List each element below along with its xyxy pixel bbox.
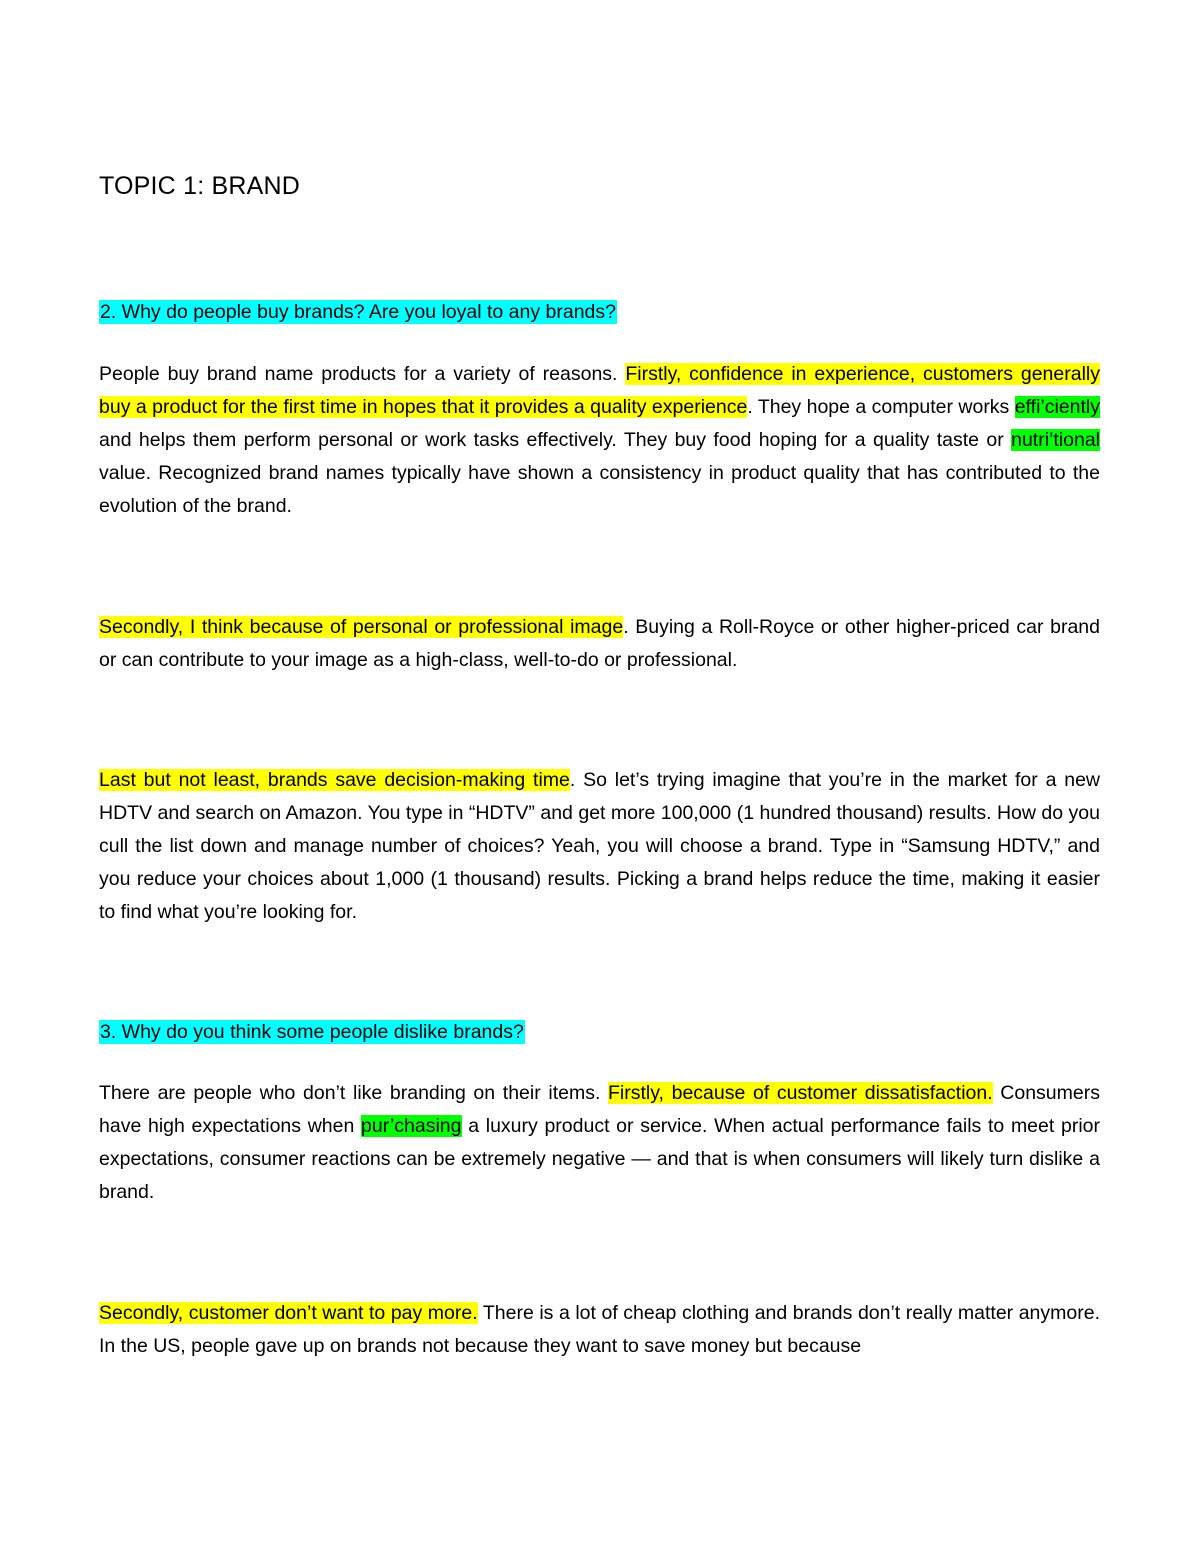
question-3	[99, 1018, 525, 1046]
highlighted-word: pur’chasing	[361, 1115, 462, 1137]
question-2	[99, 298, 617, 326]
text-run: value. Recognized brand names typically have shown a consistency in product quality that has contributed to the evolution of the brand.	[99, 462, 1100, 517]
text-run: There are people who don’t like branding on their items.	[99, 1082, 609, 1104]
text-run: People buy brand name products for a variety of reasons.	[99, 363, 626, 385]
answer-3-paragraph-1	[99, 1077, 1100, 1209]
answer-2-paragraph-3	[99, 764, 1100, 929]
highlighted-word: nutri’tional	[1011, 429, 1100, 451]
question-3-text: 3. Why do you think some people dislike brands?	[100, 1021, 524, 1043]
highlighted-phrase: Firstly, confidence in experience, customers generally buy a product for the first time in hopes that it provides a quality experience	[99, 363, 1100, 418]
text-run: Consumers have high expectations when	[99, 1082, 1100, 1137]
highlighted-phrase: Last but not least, brands save decision-making time	[99, 769, 570, 791]
text-run: . So let’s trying imagine that you’re in the market for a new HDTV and search on Amazon. You type in “HDTV” and get more 100,000 (1 hundred thousand) results. How do you cull the list down and manage number of choices? Yeah, you will choose a brand. Type in “Samsung HDTV,” and you reduce your choices about 1,000 (1 thousand) results. Picking a brand helps reduce the time, making it easier to find what you’re looking for.	[99, 769, 1101, 923]
question-2-text: 2. Why do people buy brands? Are you loyal to any brands?	[100, 301, 616, 323]
text-run: There is a lot of cheap clothing and brands don’t really matter anymore. In the US, people gave up on brands not because they want to save money but because	[99, 1302, 1100, 1357]
page-title: TOPIC 1: BRAND	[99, 172, 300, 200]
highlighted-phrase: Firstly, because of customer dissatisfaction.	[608, 1082, 993, 1104]
text-run: and helps them perform personal or work tasks effectively. They buy food hoping for a quality taste or	[99, 429, 1012, 451]
highlighted-word: effi’ciently	[1014, 396, 1101, 418]
text-run: a luxury product or service. When actual performance fails to meet prior expectations, consumer reactions can be extremely negative — and that is when consumers will likely turn dislike a brand.	[99, 1115, 1100, 1203]
text-run: . They hope a computer works	[747, 396, 1015, 418]
text-run: . Buying a Roll-Royce or other higher-priced car brand or can contribute to your image as a high-class, well-to-do or professional.	[99, 616, 1100, 671]
highlighted-phrase: Secondly, customer don’t want to pay more.	[99, 1302, 478, 1324]
answer-3-paragraph-2	[99, 1297, 1100, 1363]
answer-2-paragraph-2	[99, 611, 1100, 677]
answer-2-paragraph-1	[99, 358, 1100, 523]
highlighted-phrase: Secondly, I think because of personal or professional image	[99, 616, 624, 638]
